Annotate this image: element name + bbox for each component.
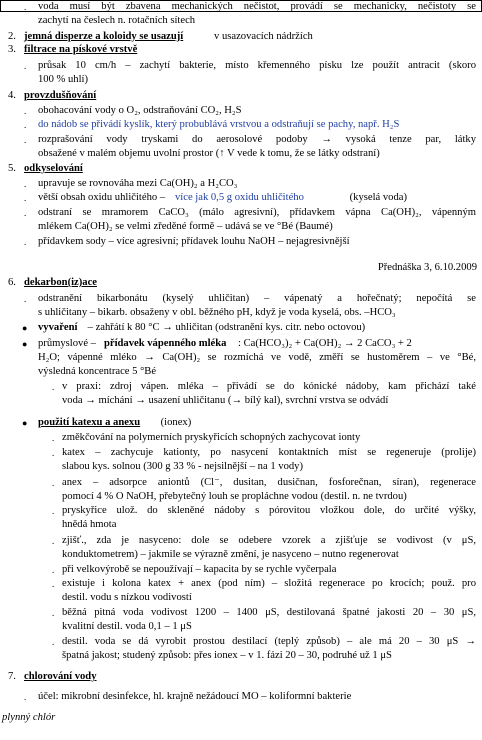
- line-text: katex – zachycuje kationty, po nasycení kontaktních míst se regeneruje (prolije): [62, 447, 476, 458]
- line-text: voda → míchání → usazení uhličitanu (→ bílý kal), svrchní vrstva se odvádí: [62, 395, 389, 406]
- heading-text: dekarbon(iz)ace: [24, 277, 97, 288]
- list-marker: .: [52, 565, 55, 575]
- line-text: (kyselá voda): [347, 192, 408, 203]
- line-text: obohacování vody o O₂, odstraňování CO₂, H₂S: [38, 105, 242, 116]
- list-marker: .: [52, 536, 55, 546]
- list-marker: .: [52, 579, 55, 589]
- line-text: do nádob se přivádí kyslík, který probublává vrstvou a odstraňují se pachy, např. H₂S: [38, 119, 400, 130]
- line: [0, 636, 482, 648]
- heading-number: 7.: [8, 671, 16, 682]
- line: [0, 148, 482, 160]
- line-text: špatná jakost; studený způsob: přes ionex – v 1. fázi 20 – 30, podruhé už 1 μS: [62, 650, 392, 661]
- line: [0, 712, 482, 724]
- line: [0, 178, 482, 190]
- heading: [0, 31, 482, 43]
- line-text: běžná pitná voda vodivost 1200 – 1400 μS, destilovaná špatné jakosti 20 – 30 μS,: [62, 607, 476, 618]
- line: [0, 491, 482, 503]
- line-text: pomocí 4 % O NaOH, přebytečný louh se propláchne vodou (destil. n. ne tvrdou): [62, 491, 407, 502]
- list-bullet: ●: [22, 418, 28, 428]
- list-marker: .: [24, 61, 27, 71]
- line-text: destil. voda se dá vyrobit prostou destilací (teplý způsob) – ale má 20 – 30 μS →: [62, 636, 476, 647]
- line-text-italic: plynný chlór: [2, 712, 56, 723]
- line: [0, 432, 482, 444]
- line-text-bold: přídavek vápenného mléka: [104, 338, 227, 349]
- heading: [0, 163, 482, 175]
- line: [0, 691, 482, 703]
- line: [0, 293, 482, 305]
- line-text: v praxi: zdroj vápen. mléka – přivádí se do kónické nádoby, kam přichází také: [62, 381, 476, 392]
- heading: [0, 277, 482, 289]
- line: [0, 477, 482, 489]
- list-bullet: ●: [22, 323, 28, 333]
- line-text: přídavkem sody – více agresivní; přídavek louhu NaOH – nejagresivnější: [38, 236, 350, 247]
- line-text: průsak 10 cm/h – zachytí bakterie, místo křemenného písku lze použít antracit (skoro: [38, 60, 476, 71]
- line-text: – zahřátí k 80 °C → uhličitan (odstranění kys. citr. nebo octovou): [85, 322, 366, 333]
- line: [0, 1, 482, 13]
- line: [0, 395, 482, 407]
- line-text: slabou kys. solnou (300 g 33 % - nejsilnější – na 1 vody): [62, 461, 303, 472]
- line-text: odstranění bikarbonátu (kyselý uhličitan) – vápenatý a hořečnatý; nepočítá se: [38, 293, 476, 304]
- line-text: zachytí na česlech n. rotačních sítech: [38, 15, 196, 26]
- list-marker: .: [52, 478, 55, 488]
- heading-text: jemná disperze a koloidy se usazují: [24, 31, 184, 42]
- line: [0, 105, 482, 117]
- heading-text: provzdušňování: [24, 90, 97, 101]
- line-text: voda musí být zbavena mechanických nečistot, provádí se mechanicky, nečistoty se: [38, 1, 476, 12]
- line: [0, 381, 482, 393]
- line: [0, 578, 482, 590]
- list-marker: .: [24, 120, 27, 130]
- line: [0, 607, 482, 619]
- line-text: kvalitní destil. voda 0,1 – 1 μS: [62, 621, 192, 632]
- line: [0, 119, 482, 131]
- heading-number: 2.: [8, 31, 16, 42]
- line: [0, 592, 482, 604]
- line-text: zjišť., zda je nasyceno: dole se odebere vzorek a zjišťuje se vodivost (v μS,: [62, 535, 476, 546]
- line-text: výsledná koncentrace 5 °Bé: [38, 366, 157, 377]
- line-text: mlékem Ca(OH)₂ se velmi zředěné formě – udává se ve °Bé (Baumé): [38, 221, 333, 232]
- heading-number: 3.: [8, 44, 16, 55]
- line: [0, 447, 482, 459]
- list-marker: .: [24, 294, 27, 304]
- heading-number: 6.: [8, 277, 16, 288]
- line-text: při velkovýrobě se nepoužívají – kapacita by se rychle vyčerpala: [62, 564, 337, 575]
- line: [0, 621, 482, 633]
- line-text: hnědá hmota: [62, 519, 117, 530]
- line: [0, 207, 482, 219]
- heading-text: filtrace na pískové vrstvě: [24, 44, 138, 55]
- line-text: odstraní se mramorem CaCO₃ (málo agresivní), přídavkem vápna Ca(OH)₂, vápenným: [38, 207, 476, 218]
- line-text: upravuje se rovnováha mezi Ca(OH)₂ a H₂CO₃: [38, 178, 238, 189]
- line-text-bold: použití katexu a anexu: [38, 417, 141, 428]
- line-text: destil. vodu s nízkou vodivostí: [62, 592, 192, 603]
- heading: [0, 44, 482, 56]
- line-text: anex – adsorpce aniontů (Cl⁻, dusitan, dusičnan, fosforečnan, síran), regenerace: [62, 477, 476, 488]
- line: [0, 15, 482, 27]
- line-text: změkčování na polymerních pryskyřicích schopných zachycovat ionty: [62, 432, 361, 443]
- line-text-bold: vyvaření: [38, 322, 78, 333]
- line: [0, 417, 482, 429]
- line: [0, 650, 482, 662]
- list-marker: .: [52, 608, 55, 618]
- list-marker: .: [24, 193, 27, 203]
- list-marker: .: [24, 106, 27, 116]
- line-text: : Ca(HCO₃)₂ + Ca(OH)₂ → 2 CaCO₃ + 2: [238, 338, 412, 349]
- list-marker: .: [52, 448, 55, 458]
- line-text-blue: více jak 0,5 g oxidu uhličitého: [175, 192, 304, 203]
- list-marker: .: [24, 208, 27, 218]
- line: [0, 366, 482, 378]
- heading: [0, 90, 482, 102]
- line-text: konduktometrem) – jakmile se výrazně změní, je nasyceno – nutno regenerovat: [62, 549, 399, 560]
- list-marker: .: [52, 637, 55, 647]
- line-text: existuje i kolona katex + anex (pod ním) – složitá regenerace po krocích; použ. pro: [62, 578, 476, 589]
- line: [0, 519, 482, 531]
- line-text: v usazovacích nádržích: [214, 31, 313, 42]
- line: [0, 236, 482, 248]
- line: [0, 60, 482, 72]
- line: [0, 221, 482, 233]
- line: [0, 192, 482, 204]
- heading: [0, 671, 482, 683]
- line-text: obsažené v malém objemu uvolní prostor (↑ V vede k tomu, že se látky odstraní): [38, 148, 380, 159]
- line-text: s uhličitany – bikarb. obsaženy v obl. běžného pH, když je voda kyselá, obs. –HCO₃: [38, 307, 396, 318]
- line: [0, 307, 482, 319]
- line-text: průmyslové –: [38, 338, 99, 349]
- line-text: 100 % uhlí): [38, 74, 89, 85]
- line: [0, 505, 482, 517]
- list-marker: .: [24, 179, 27, 189]
- heading-number: 5.: [8, 163, 16, 174]
- line: [0, 134, 482, 146]
- line: [0, 74, 482, 86]
- heading-number: 4.: [8, 90, 16, 101]
- line: [0, 564, 482, 576]
- heading-text: odkyselování: [24, 163, 83, 174]
- list-marker: .: [52, 433, 55, 443]
- list-marker: .: [52, 382, 55, 392]
- lecture-date: Přednáška 3, 6.10.2009: [377, 262, 477, 273]
- lecture-note: [0, 262, 482, 274]
- line: [0, 338, 482, 350]
- list-marker: .: [24, 237, 27, 247]
- line-text: větší obsah oxidu uhličitého –: [38, 192, 168, 203]
- list-bullet: ●: [22, 339, 28, 349]
- line: [0, 535, 482, 547]
- line-text: rozprašování vody tryskami do aerosolové podoby → vysoká tenze par, látky: [38, 134, 476, 145]
- line-text: účel: mikrobní desinfekce, hl. krajně nežádoucí MO – koliformní bakterie: [38, 691, 352, 702]
- list-marker: .: [52, 506, 55, 516]
- list-marker: .: [24, 2, 27, 12]
- line: [0, 352, 482, 364]
- line-text: (ionex): [158, 417, 192, 428]
- line-text: H₂O; vápenné mléko → Ca(OH)₂ se rozmíchá ve vodě, změří se hustoměrem – ve °Bé,: [38, 352, 476, 363]
- list-marker: .: [24, 692, 27, 702]
- list-marker: .: [24, 135, 27, 145]
- line: [0, 461, 482, 473]
- heading-text: chlorování vody: [24, 671, 97, 682]
- line: [0, 322, 482, 334]
- line-text: pryskyřice ulož. do skleněné nádoby s pórovitou vložkou dole, do určité výšky,: [62, 505, 476, 516]
- line: [0, 549, 482, 561]
